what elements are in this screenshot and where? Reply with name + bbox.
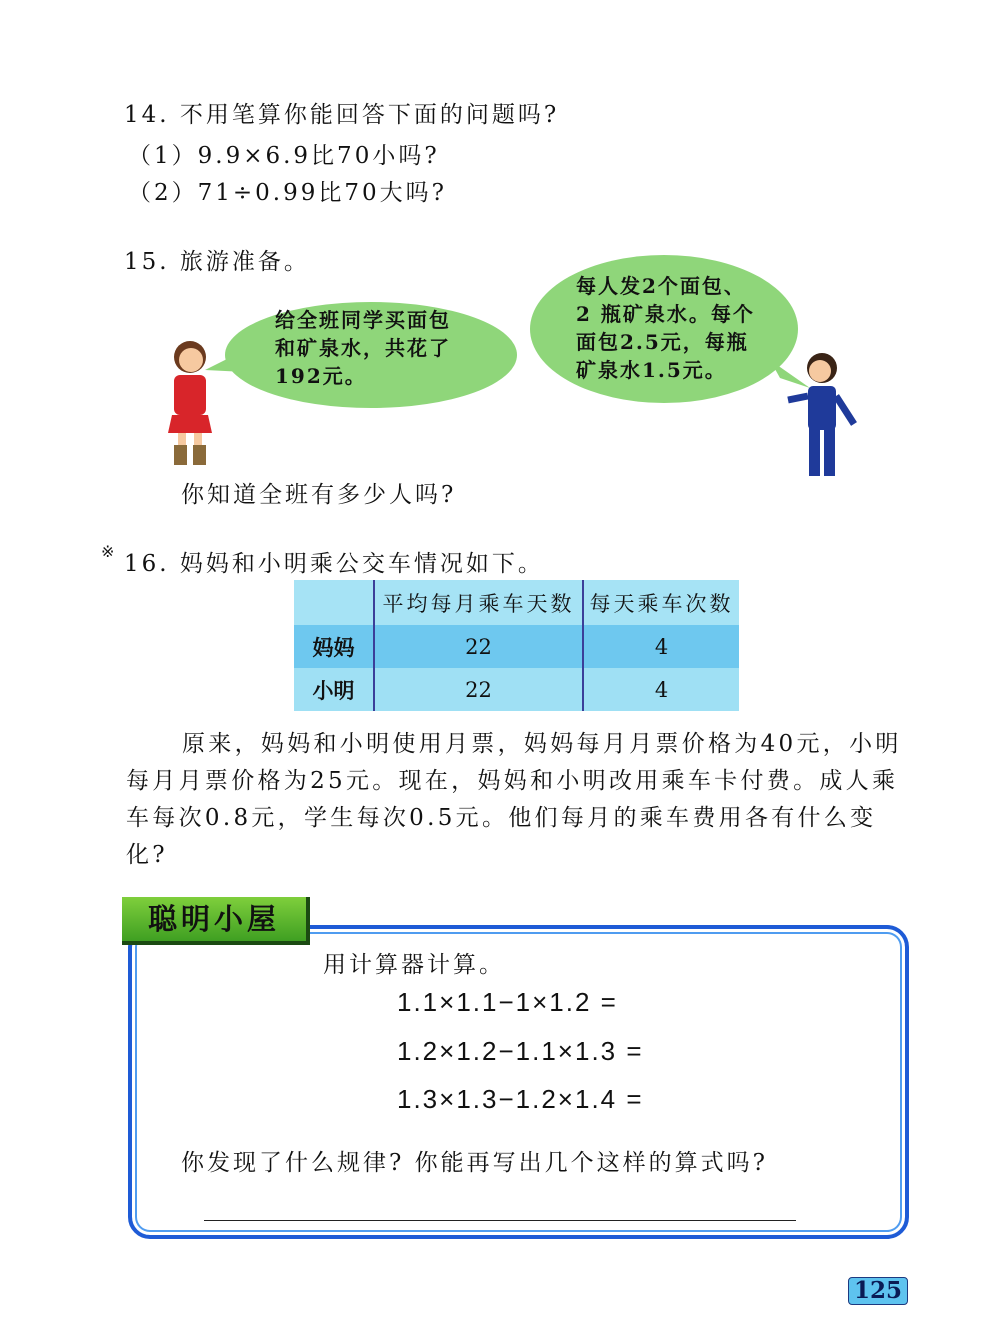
- bubble-right-line: 2 瓶矿泉水。每个: [576, 302, 755, 326]
- q15-title: 15. 旅游准备。: [124, 249, 310, 275]
- clever-corner-title: 聪明小屋: [122, 897, 310, 945]
- q14-item-1: （1）9.9×6.9比70小吗?: [128, 143, 440, 169]
- table-cell: 22: [374, 625, 583, 668]
- table-header: 每天乘车次数: [583, 580, 739, 625]
- page-number: 125: [848, 1277, 908, 1305]
- table-header: [294, 580, 374, 625]
- q14-item-2: （2）71÷0.99比70大吗?: [128, 180, 447, 206]
- woman-blue-suit-illustration: [782, 348, 864, 483]
- q16-paragraph: 原来，妈妈和小明使用月票，妈妈每月月票价格为40元，小明每月月票价格为25元。现在，妈妈和小明改用乘车卡付费。成人乘车每次0.8元，学生每次0.5元。他们每月的乘车费用各有什么变化?: [126, 731, 902, 868]
- bubble-left-line: 给全班同学买面包: [275, 308, 451, 332]
- q16-title: 16. 妈妈和小明乘公交车情况如下。: [124, 551, 544, 577]
- equation-2: 1.2×1.2−1.1×1.3 =: [397, 1036, 644, 1066]
- q14-title: 14. 不用笔算你能回答下面的问题吗?: [124, 102, 560, 128]
- clever-corner-box: [128, 925, 909, 1239]
- bubble-right-line: 面包2.5元，每瓶: [576, 330, 749, 354]
- bubble-right-line: 每人发2个面包、: [576, 274, 746, 298]
- answer-line: [204, 1220, 796, 1221]
- table-cell: 4: [583, 668, 739, 711]
- table-cell: 小明: [294, 668, 374, 711]
- bus-usage-table: [294, 580, 739, 711]
- table-cell: 4: [583, 625, 739, 668]
- optional-mark: ※: [101, 542, 118, 561]
- bubble-right-text: [576, 272, 755, 384]
- bubble-right-line: 矿泉水1.5元。: [576, 358, 727, 382]
- table-row: [294, 625, 739, 668]
- table-header: 平均每月乘车天数: [374, 580, 583, 625]
- bubble-left-text: [275, 306, 451, 390]
- bubble-left-line: 192元。: [275, 364, 367, 388]
- equation-1: 1.1×1.1−1×1.2 =: [397, 987, 618, 1017]
- corner-instruction: 用计算器计算。: [323, 952, 505, 978]
- q15-question: 你知道全班有多少人吗?: [181, 482, 457, 508]
- table-cell: 22: [374, 668, 583, 711]
- corner-question: 你发现了什么规律? 你能再写出几个这样的算式吗?: [181, 1150, 768, 1176]
- table-cell: 妈妈: [294, 625, 374, 668]
- table-row: [294, 668, 739, 711]
- table-header-row: [294, 580, 739, 625]
- girl-red-suit-illustration: [160, 335, 220, 467]
- equation-3: 1.3×1.3−1.2×1.4 =: [397, 1084, 644, 1114]
- bubble-left-line: 和矿泉水，共花了: [275, 336, 451, 360]
